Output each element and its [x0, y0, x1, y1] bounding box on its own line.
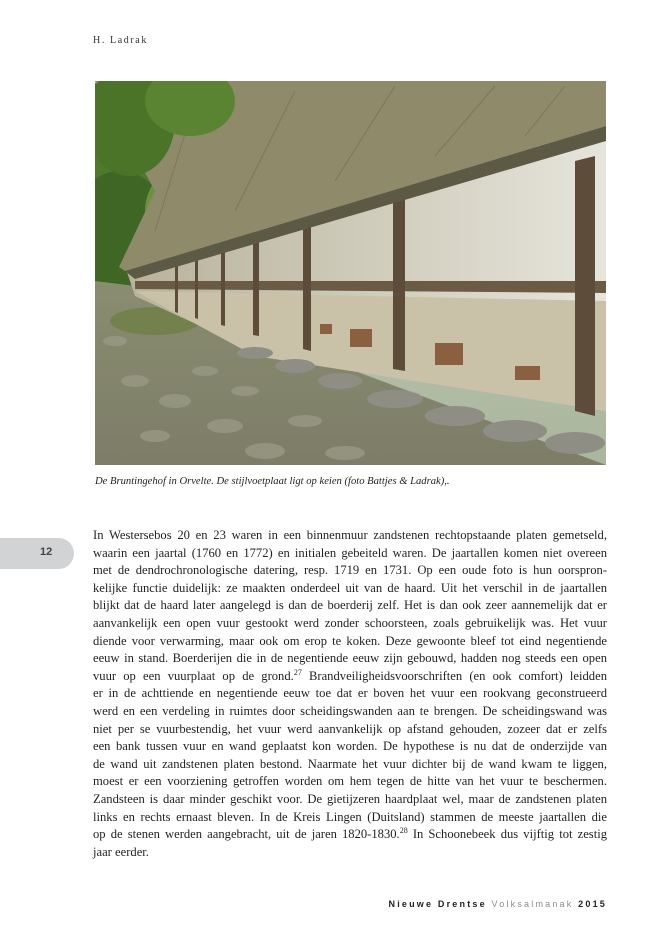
text-line: moest er een voorziening getroffen worden om hem tegen de hitte van het vuur te beschermen.	[93, 774, 607, 789]
figure-caption: De Bruntingehof in Orvelte. De stijlvoetplaat ligt op keien (foto Battjes & Ladrak),.	[95, 476, 450, 487]
text-segment: In Schoonebeek dus vijftig tot zestig	[407, 827, 607, 842]
running-footer	[389, 899, 608, 909]
text-line: diende voor verwarming, maar ook om erop te koken. Deze gewoonte bleef tot eind negentiende	[93, 633, 607, 648]
text-line: kelijke functie duidelijk: ze maakten onderdeel uit van de haard. Uit het verschil in de jaartallen	[93, 580, 607, 595]
text-line: een bank tussen vuur en wand geplaatst kon worden. De hypothese is nu dat de onderzijde van	[93, 739, 607, 754]
footer-year: 2015	[578, 899, 607, 909]
page-number-tab	[0, 538, 74, 569]
footnote-ref-28: 28	[399, 825, 408, 835]
footnote-ref-27: 27	[293, 667, 302, 677]
text-line: de wand uit zandstenen platen bestond. Naarmate het vuur dichter bij de wand kwam te liggen,	[93, 756, 607, 771]
text-segment: vuur op een vuurplaat op de grond.	[93, 668, 294, 683]
text-line: jaar eerder.	[93, 844, 149, 859]
running-head-author: H. Ladrak	[93, 35, 148, 46]
farmhouse-photo	[95, 81, 606, 465]
text-line	[93, 826, 607, 844]
text-line: waarin een jaartal (1760 en 1772) en initialen gebeiteld waren. De jaartallen komen niet overeen	[93, 545, 607, 560]
text-line: links en rechts ernaast bleven. In de Kreis Lingen (Duitsland) stammen de meeste jaartallen die	[93, 809, 607, 824]
text-line: aanvankelijk een open vuur gestookt werd zonder schoorsteen, zoals gebruikelijk was. Het vuur	[93, 615, 607, 630]
text-segment: op de stenen werden aangebracht, uit de jaren 1820-1830.	[93, 827, 400, 842]
text-line: werd en een verdeling in ruimtes door scheidingswanden aan te brengen. De scheidingswand was	[93, 703, 607, 718]
text-line: eeuw in stand. Boerderijen die in de negentiende eeuw zijn gebouwd, hadden nog steeds een open	[93, 651, 607, 666]
text-line: blijkt dat de haard later aangelegd is dan de boerderij zelf. Het is dan ook zeer aannemelijk dat er	[93, 598, 607, 613]
footer-publication: Nieuwe Drentse	[388, 899, 487, 909]
footer-publication-accent: Volksalmanak	[491, 899, 574, 909]
page-number: 12	[40, 546, 53, 558]
text-line	[93, 668, 607, 686]
text-line: met de dendrochronologische datering, resp. 1719 en 1731. Op een oude foto is hun oorspron-	[93, 563, 607, 578]
text-line: er in de achttiende en negentiende eeuw toe dat er boven het vuur een rookvang geconstrueerd	[93, 686, 607, 701]
body-paragraph	[93, 527, 607, 861]
text-line: Zandsteen is daar minder geschikt voor. De gietijzeren haardplaat wel, maar de zandstenen platen	[93, 791, 607, 806]
text-line: In Westersebos 20 en 23 waren in een binnenmuur zandstenen rechtopstaande platen gemetseld,	[93, 528, 607, 542]
text-segment: Brandveiligheidsvoorschriften (en ook comfort) leidden	[301, 668, 607, 683]
text-line: niet per se vuurbestendig, het vuur werd aanvankelijk op afstand gehouden, zozeer dat er zelfs	[93, 721, 607, 736]
